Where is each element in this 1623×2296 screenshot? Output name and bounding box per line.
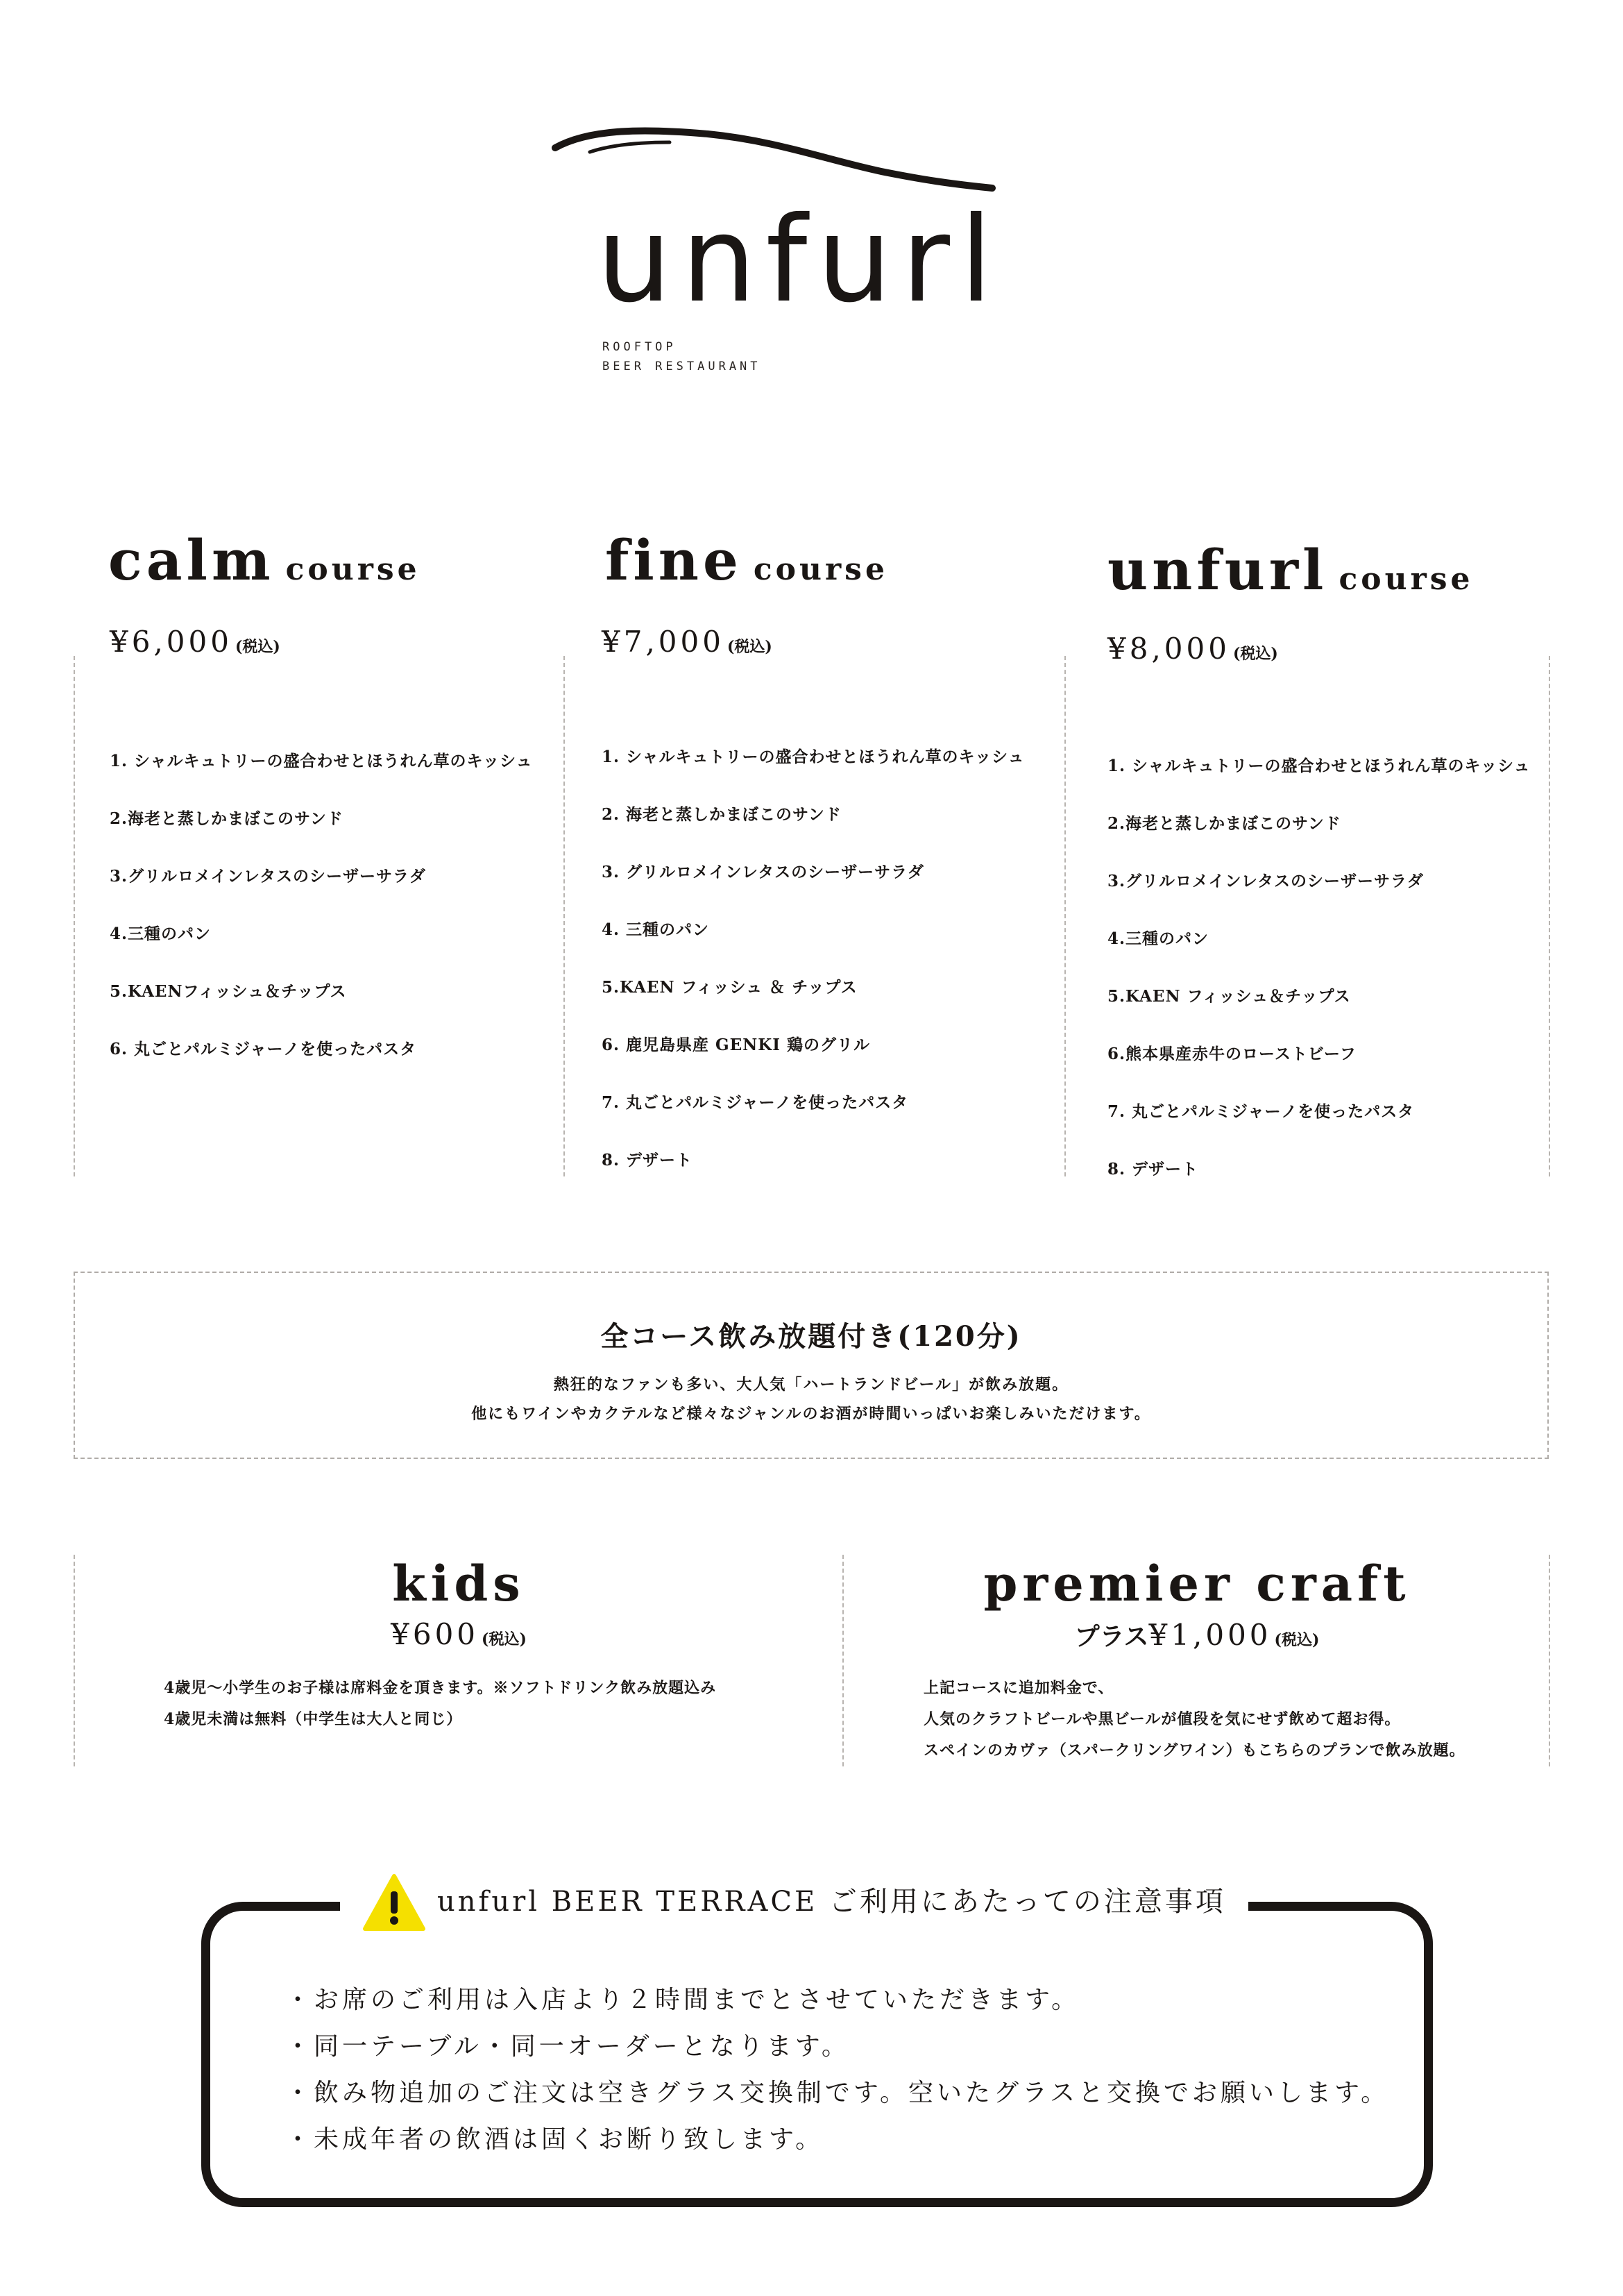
price-tax: (税込) bbox=[726, 638, 772, 656]
menu-item: 2.海老と蒸しかまぼこのサンド bbox=[110, 809, 343, 828]
price-amount: ¥8,000 bbox=[1107, 632, 1230, 666]
menu-item: 3.グリルロメインレタスのシーザーサラダ bbox=[1107, 872, 1424, 890]
course-name: unfurl bbox=[1107, 537, 1328, 602]
notice-list bbox=[285, 1980, 1389, 2166]
menu-item: 2.海老と蒸しかまぼこのサンド bbox=[1107, 814, 1341, 833]
price-amount: ¥1,000 bbox=[1148, 1618, 1272, 1652]
course-price bbox=[1107, 632, 1278, 666]
divider bbox=[1549, 656, 1550, 1176]
brand-tagline-rooftop: ROOFTOP bbox=[602, 340, 677, 354]
menu-item: 4.三種のパン bbox=[110, 925, 212, 943]
menu-item: 5.KAENフィッシュ＆チップス bbox=[110, 982, 347, 1001]
price-tax: (税込) bbox=[1232, 645, 1278, 663]
course-title bbox=[108, 527, 420, 593]
notice-item: ・未成年者の飲酒は固くお断り致します。 bbox=[285, 2125, 824, 2154]
course-menu-list bbox=[1107, 753, 1531, 1214]
premier-title: premier craft bbox=[983, 1555, 1411, 1612]
kids-price bbox=[74, 1617, 844, 1651]
notice-box bbox=[201, 1902, 1433, 2207]
menu-item: 4. 三種のパン bbox=[602, 920, 710, 939]
brand-logo bbox=[548, 121, 1076, 330]
menu-item: 6. 丸ごとパルミジャーノを使ったパスタ bbox=[110, 1040, 417, 1058]
course-suffix: course bbox=[1339, 562, 1474, 597]
drinks-heading: 全コース飲み放題付き(120分) bbox=[600, 1320, 1022, 1353]
notice-item: ・同一テーブル・同一オーダーとなります。 bbox=[285, 2032, 850, 2061]
premier-note: 上記コースに追加料金で、 bbox=[924, 1679, 1114, 1697]
divider bbox=[1064, 656, 1066, 1176]
menu-item: 2. 海老と蒸しかまぼこのサンド bbox=[602, 805, 842, 824]
premier-note: スペインのカヴァ（スパークリングワイン）もこちらのプランで飲み放題。 bbox=[924, 1741, 1465, 1759]
kids-note: 4歳児～小学生のお子様は席料金を頂きます。※ソフトドリンク飲み放題込み bbox=[164, 1679, 717, 1697]
brand-wordmark: unfurl bbox=[597, 192, 1003, 329]
warning-icon bbox=[362, 1873, 426, 1932]
notice-item: ・お席のご利用は入店より２時間までとさせていただきます。 bbox=[285, 1986, 1080, 2014]
menu-item: 5.KAEN フィッシュ ＆ チップス bbox=[602, 978, 858, 997]
price-amount: ¥6,000 bbox=[110, 625, 232, 659]
menu-item: 4.三種のパン bbox=[1107, 929, 1209, 948]
brand-tagline-restaurant: BEER RESTAURANT bbox=[602, 360, 761, 373]
menu-item: 3.グリルロメインレタスのシーザーサラダ bbox=[110, 867, 426, 886]
divider bbox=[563, 656, 565, 1176]
price-tax: (税込) bbox=[482, 1630, 527, 1648]
drinks-line: 他にもワインやカクテルなど様々なジャンルのお酒が時間いっぱいお楽しみいただけます。 bbox=[471, 1405, 1151, 1423]
divider bbox=[74, 656, 75, 1176]
course-fine bbox=[563, 527, 1049, 1176]
drinks-box bbox=[74, 1272, 1549, 1459]
notice-header bbox=[340, 1871, 1248, 1933]
menu-item: 7. 丸ごとパルミジャーノを使ったパスタ bbox=[1107, 1102, 1415, 1121]
menu-item: 1. シャルキュトリーの盛合わせとほうれん草のキッシュ bbox=[602, 748, 1025, 766]
course-menu-list bbox=[602, 744, 1025, 1205]
menu-item: 6.熊本県産赤牛のローストビーフ bbox=[1107, 1045, 1357, 1063]
course-title bbox=[605, 527, 888, 593]
menu-item: 6. 鹿児島県産 GENKI 鶏のグリル bbox=[602, 1036, 870, 1054]
course-price bbox=[110, 625, 280, 659]
kids-title: kids bbox=[392, 1555, 525, 1612]
price-prefix: プラス bbox=[1074, 1622, 1149, 1651]
notice-item: ・飲み物追加のご注文は空きグラス交換制です。空いたグラスと交換でお願いします。 bbox=[285, 2079, 1390, 2107]
price-amount: ¥600 bbox=[391, 1617, 479, 1651]
premier-price bbox=[844, 1617, 1550, 1653]
premier-note: 人気のクラフトビールや黒ビールが値段を気にせず飲めて超お得。 bbox=[924, 1710, 1401, 1728]
course-name: calm bbox=[108, 527, 275, 593]
menu-item: 1. シャルキュトリーの盛合わせとほうれん草のキッシュ bbox=[1107, 757, 1531, 775]
course-menu-list bbox=[110, 748, 533, 1094]
price-tax: (税込) bbox=[1274, 1631, 1320, 1649]
menu-item: 1. シャルキュトリーの盛合わせとほうれん草のキッシュ bbox=[110, 752, 533, 770]
course-name: fine bbox=[605, 527, 742, 593]
notice-title: unfurl BEER TERRACE ご利用にあたっての注意事項 bbox=[437, 1886, 1226, 1918]
course-calm bbox=[74, 527, 559, 1176]
premier-section bbox=[844, 1555, 1550, 1766]
menu-item: 3. グリルロメインレタスのシーザーサラダ bbox=[602, 863, 924, 881]
kids-note: 4歳児未満は無料（中学生は大人と同じ） bbox=[164, 1710, 463, 1728]
course-title bbox=[1107, 537, 1474, 602]
kids-section bbox=[74, 1555, 844, 1766]
course-suffix: course bbox=[285, 552, 420, 587]
course-suffix: course bbox=[753, 552, 888, 587]
menu-item: 8. デザート bbox=[1107, 1160, 1199, 1179]
price-amount: ¥7,000 bbox=[602, 625, 724, 659]
price-tax: (税込) bbox=[235, 638, 280, 656]
menu-item: 5.KAEN フィッシュ＆チップス bbox=[1107, 987, 1351, 1006]
menu-item: 8. デザート bbox=[602, 1151, 693, 1170]
drinks-line: 熱狂的なファンも多い、大人気「ハートランドビール」が飲み放題。 bbox=[553, 1376, 1069, 1394]
course-unfurl bbox=[1064, 527, 1550, 1179]
course-price bbox=[602, 625, 772, 659]
menu-item: 7. 丸ごとパルミジャーノを使ったパスタ bbox=[602, 1093, 909, 1112]
